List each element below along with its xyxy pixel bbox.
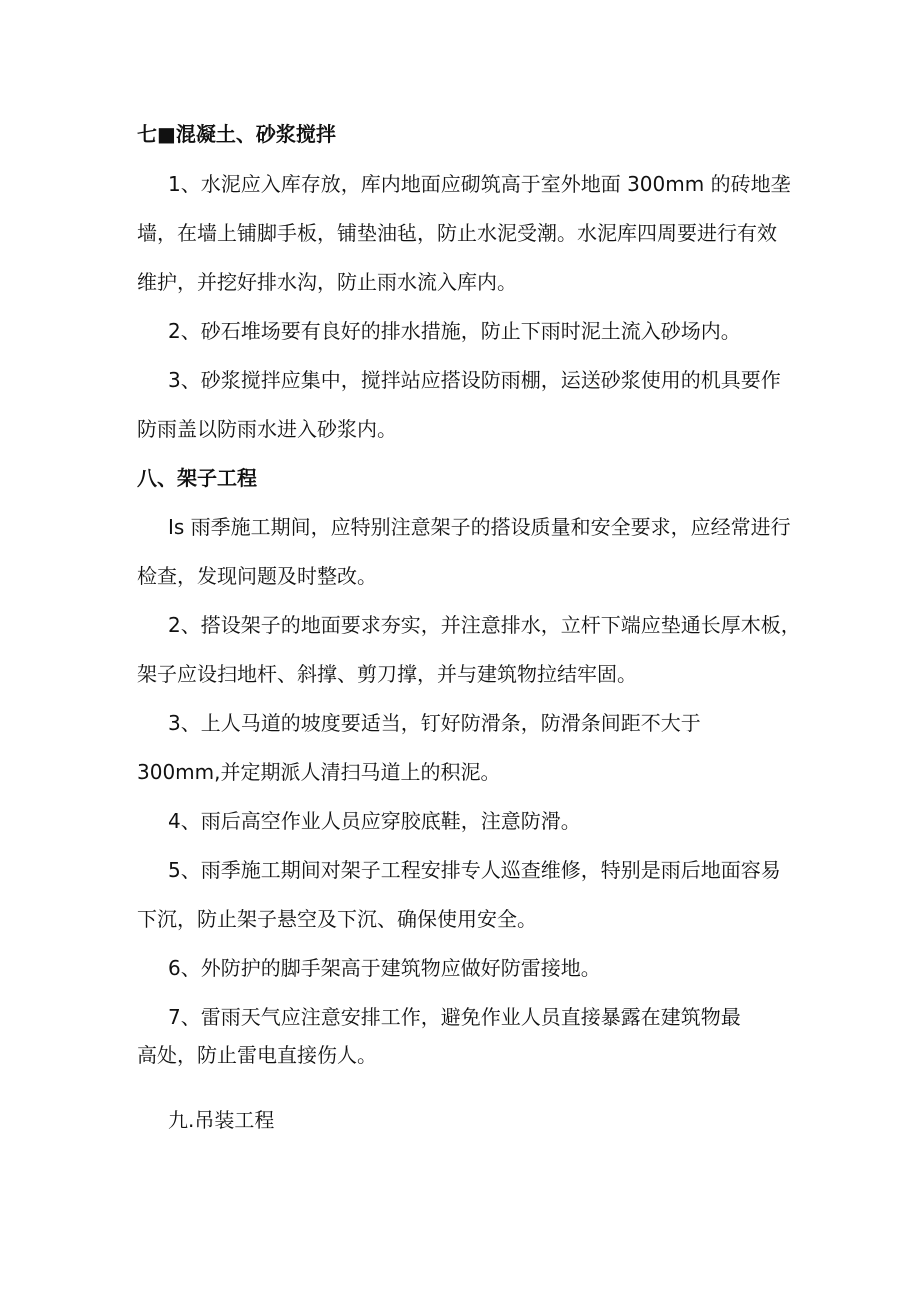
paragraph-7-1-line-1: 1、水泥应入库存放，库内地面应砌筑高于室外地面 300mm 的砖地垄 [168, 172, 791, 196]
paragraph-8-3-line-2: 300mm,并定期派人清扫马道上的积泥。 [137, 760, 501, 784]
paragraph-8-7-line-2: 高处，防止雷电直接伤人。 [137, 1043, 377, 1067]
paragraph-8-1-line-1: Is 雨季施工期间，应特别注意架子的搭设质量和安全要求，应经常进行 [168, 515, 791, 539]
paragraph-7-1-line-3: 维护，并挖好排水沟，防止雨水流入库内。 [137, 270, 517, 294]
paragraph-8-1-line-2: 检查，发现问题及时整改。 [137, 564, 377, 588]
paragraph-8-5-line-1: 5、雨季施工期间对架子工程安排专人巡查维修，特别是雨后地面容易 [168, 858, 781, 882]
paragraph-8-2-line-2: 架子应设扫地杆、斜撑、剪刀撑，并与建筑物拉结牢固。 [137, 662, 637, 686]
section-heading-7: 七■混凝土、砂浆搅拌 [137, 122, 336, 146]
paragraph-7-2-line-1: 2、砂石堆场要有良好的排水措施，防止下雨时泥土流入砂场内。 [168, 319, 741, 343]
paragraph-7-1-line-2: 墙，在墙上铺脚手板，铺垫油毡，防止水泥受潮。水泥库四周要进行有效 [137, 221, 777, 245]
paragraph-8-4-line-1: 4、雨后高空作业人员应穿胶底鞋，注意防滑。 [168, 809, 581, 833]
paragraph-8-3-line-1: 3、上人马道的坡度要适当，钉好防滑条，防滑条间距不大于 [168, 711, 701, 735]
paragraph-7-3-line-2: 防雨盖以防雨水进入砂浆内。 [137, 417, 397, 441]
section-heading-9: 九.吊装工程 [168, 1108, 275, 1132]
paragraph-8-2-line-1: 2、搭设架子的地面要求夯实，并注意排水，立杆下端应垫通长厚木板， [168, 613, 801, 637]
paragraph-8-6-line-1: 6、外防护的脚手架高于建筑物应做好防雷接地。 [168, 956, 601, 980]
paragraph-7-3-line-1: 3、砂浆搅拌应集中，搅拌站应搭设防雨棚，运送砂浆使用的机具要作 [168, 368, 781, 392]
section-heading-8: 八、架子工程 [137, 466, 257, 490]
paragraph-8-7-line-1: 7、雷雨天气应注意安排工作，避免作业人员直接暴露在建筑物最 [168, 1005, 741, 1029]
paragraph-8-5-line-2: 下沉，防止架子悬空及下沉、确保使用安全。 [137, 907, 537, 931]
